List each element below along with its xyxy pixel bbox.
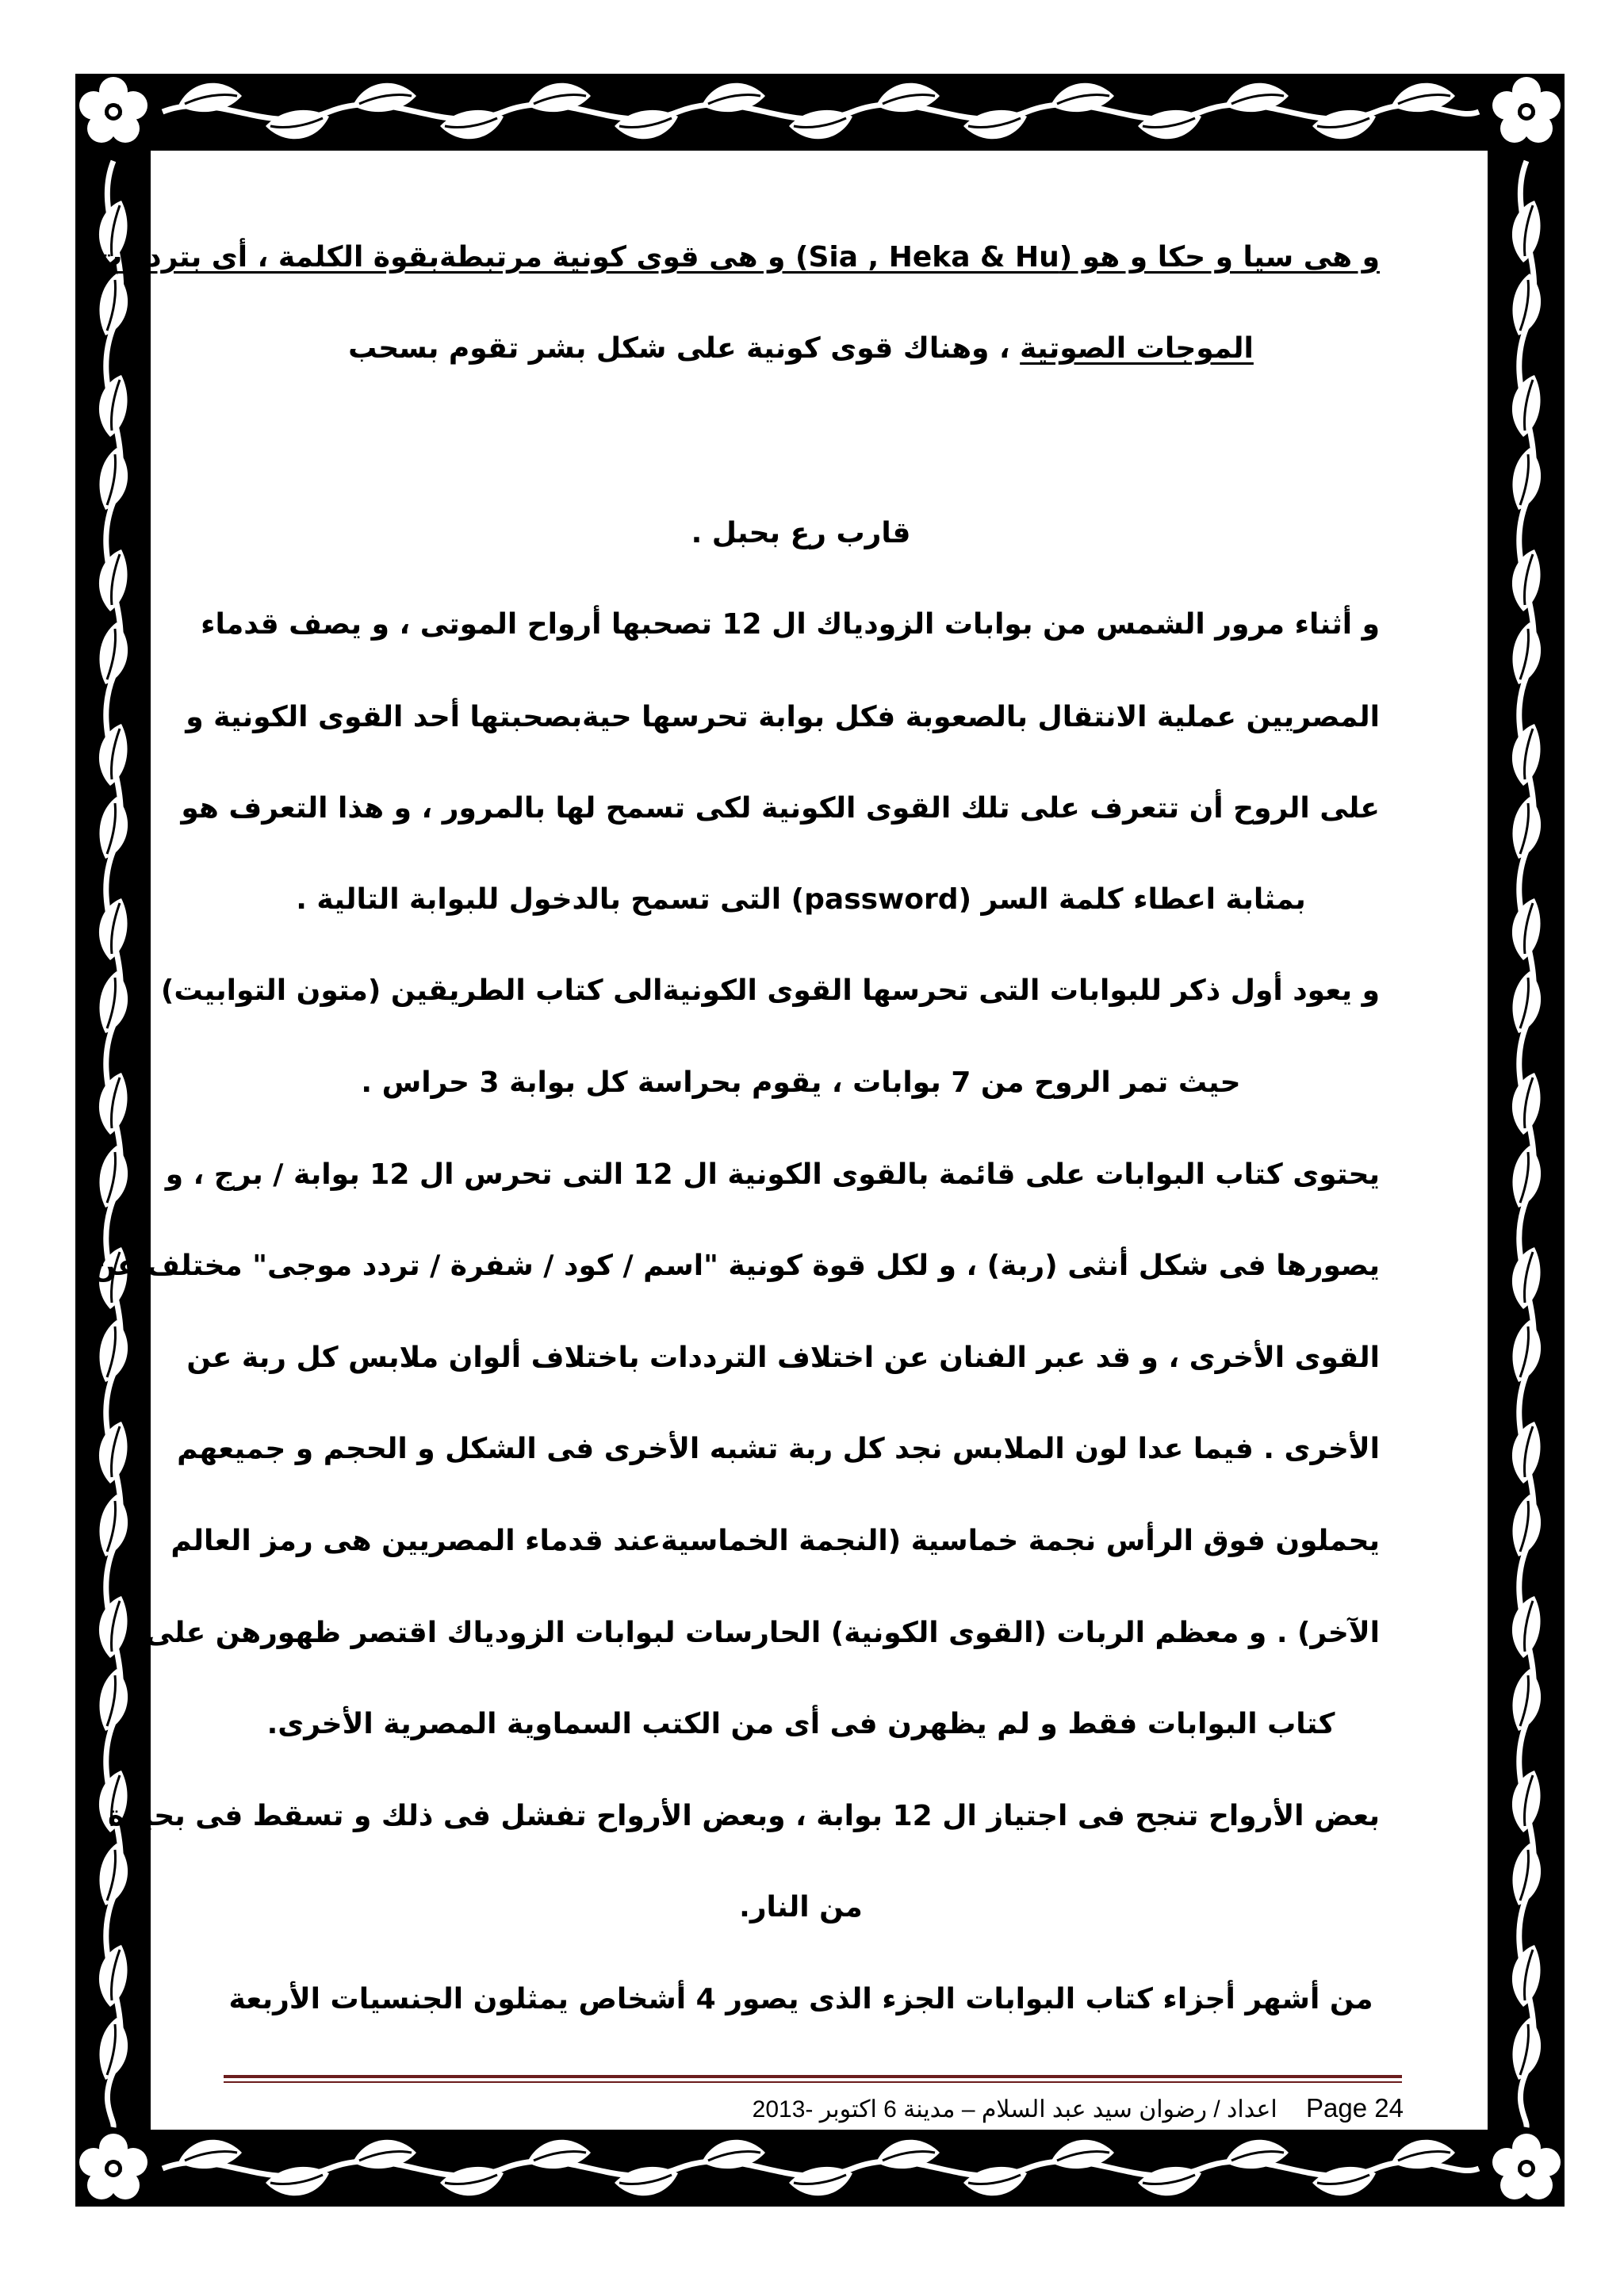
bottom-vine bbox=[163, 2140, 1479, 2196]
text-line: قارب رع بحبل . bbox=[691, 517, 911, 549]
text-line bbox=[222, 331, 1380, 366]
text-line: و يعود أول ذكر للبوابات التى تحرسها القوى الكونيةالى كتاب الطريقين (متون التوابيت) bbox=[160, 974, 1380, 1007]
footer-credit: اعداد / رضوان سيد عبد السلام – مدينة 6 اكتوبر -2013 bbox=[752, 2096, 1277, 2123]
text-line: الآخر) . و معظم الربات (القوى الكونية) الحارسات لبوابات الزودياك اقتصر ظهورهن على bbox=[145, 1617, 1380, 1649]
text-line: حيث تمر الروح من 7 بوابات ، يقوم بحراسة كل بوابة 3 حراس . bbox=[361, 1066, 1241, 1099]
page-number: Page 24 bbox=[1306, 2093, 1404, 2123]
underlined-text: و هى سيا و حكا و هو (Sia , Heka & Hu) و هى قوى كونية مرتبطةبقوة الكلمة ، أى بترددات bbox=[94, 241, 1380, 274]
text-line bbox=[94, 240, 1380, 275]
top-vine bbox=[163, 83, 1479, 140]
footer-divider bbox=[224, 2075, 1402, 2078]
text-span: ، وهناك قوى كونية على شكل بشر تقوم بسحب bbox=[348, 332, 1021, 365]
page-footer bbox=[476, 2093, 1404, 2125]
footer-divider bbox=[224, 2081, 1402, 2083]
text-line: كتاب البوابات فقط و لم يظهرن فى أى من الكتب السماوية المصرية الأخرى. bbox=[266, 1708, 1335, 1740]
text-line: على الروح أن تتعرف على تلك القوى الكونية لكى تسمح لها بالمرور ، و هذا التعرف هو bbox=[181, 792, 1380, 825]
text-line: من النار. bbox=[739, 1891, 863, 1924]
corner-flower-icon bbox=[79, 77, 147, 143]
text-line: بعض الأرواح تنجح فى اجتياز ال 12 بوابة ، وبعض الأرواح تفشل فى ذلك و تسقط فى بحيرة bbox=[107, 1800, 1380, 1832]
text-line: يحملون فوق الرأس نجمة خماسية (النجمة الخماسيةعند قدماء المصريين هى رمز العالم bbox=[170, 1525, 1380, 1557]
underlined-text: الموجات الصوتية bbox=[1020, 332, 1254, 365]
right-vine bbox=[1512, 161, 1541, 2127]
text-line: من أشهر أجزاء كتاب البوابات الجزء الذى يصور 4 أشخاص يمثلون الجنسيات الأربعة bbox=[228, 1983, 1373, 2015]
text-line: بمثابة اعطاء كلمة السر (password) التى تسمح بالدخول للبوابة التالية . bbox=[296, 883, 1306, 916]
corner-flower-icon bbox=[79, 2134, 147, 2199]
text-line: القوى الأخرى ، و قد عبر الفنان عن اختلاف الترددات باختلاف ألوان ملابس كل ربة عن bbox=[186, 1342, 1380, 1374]
text-line: و أثناء مرور الشمس من بوابات الزودياك ال 12 تصحبها أرواح الموتى ، و يصف قدماء bbox=[201, 608, 1380, 641]
text-line: يحتوى كتاب البوابات على قائمة بالقوى الكونية ال 12 التى تحرس ال 12 بوابة / برج ، و bbox=[165, 1158, 1380, 1191]
text-line: الأخرى . فيما عدا لون الملابس نجد كل ربة تشبه الأخرى فى الشكل و الحجم و جميعهم bbox=[177, 1433, 1380, 1465]
corner-flower-icon bbox=[1492, 77, 1561, 143]
text-line: يصورها فى شكل أنثى (ربة) ، و لكل قوة كونية "اسم / كود / شفرة / تردد موجى" مختلف عن bbox=[91, 1250, 1380, 1282]
text-line: المصريين عملية الانتقال بالصعوبة فكل بوابة تحرسها حيةبصحبتها أحد القوى الكونية و bbox=[186, 701, 1380, 733]
corner-flower-icon bbox=[1492, 2134, 1561, 2199]
